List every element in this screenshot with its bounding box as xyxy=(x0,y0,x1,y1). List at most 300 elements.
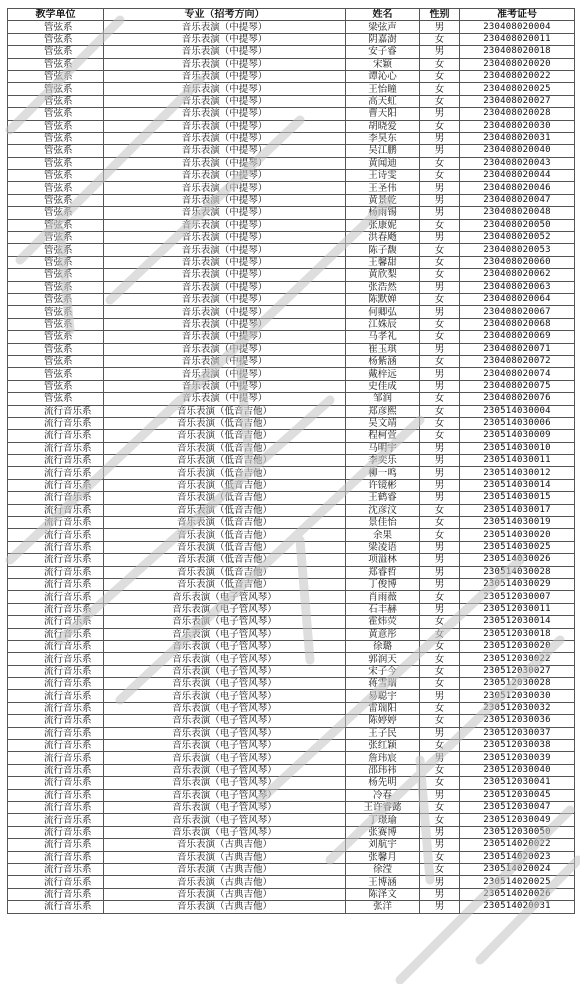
cell-exam-number: 230514030020 xyxy=(460,529,575,541)
cell-name: 黄闻迪 xyxy=(346,157,420,169)
cell-exam-number: 230512030045 xyxy=(460,789,575,801)
cell-major: 音乐表演（电子管风琴） xyxy=(104,591,346,603)
cell-name: 丁俊博 xyxy=(346,578,420,590)
cell-exam-number: 230512030022 xyxy=(460,653,575,665)
cell-gender: 女 xyxy=(420,517,460,529)
table-row xyxy=(8,108,575,120)
cell-gender: 女 xyxy=(420,702,460,714)
cell-major: 音乐表演（电子管风琴） xyxy=(104,740,346,752)
cell-gender: 女 xyxy=(420,95,460,107)
cell-department: 管弦系 xyxy=(8,33,104,45)
table-row xyxy=(8,826,575,838)
cell-gender: 女 xyxy=(420,70,460,82)
cell-name: 洪春飏 xyxy=(346,232,420,244)
cell-department: 流行音乐系 xyxy=(8,839,104,851)
cell-department: 流行音乐系 xyxy=(8,802,104,814)
cell-exam-number: 230514030015 xyxy=(460,492,575,504)
cell-department: 管弦系 xyxy=(8,21,104,33)
cell-name: 胡晓爱 xyxy=(346,120,420,132)
cell-department: 管弦系 xyxy=(8,207,104,219)
cell-gender: 男 xyxy=(420,132,460,144)
cell-gender: 男 xyxy=(420,876,460,888)
cell-name: 张浩然 xyxy=(346,281,420,293)
table-row xyxy=(8,554,575,566)
table-row xyxy=(8,368,575,380)
cell-major: 音乐表演（中提琴） xyxy=(104,170,346,182)
table-row xyxy=(8,380,575,392)
cell-gender: 男 xyxy=(420,46,460,58)
cell-gender: 女 xyxy=(420,591,460,603)
cell-exam-number: 230408020040 xyxy=(460,145,575,157)
cell-major: 音乐表演（低音吉他） xyxy=(104,529,346,541)
cell-exam-number: 230514030012 xyxy=(460,467,575,479)
cell-department: 流行音乐系 xyxy=(8,702,104,714)
cell-exam-number: 230512030020 xyxy=(460,640,575,652)
cell-major: 音乐表演（中提琴） xyxy=(104,219,346,231)
cell-department: 流行音乐系 xyxy=(8,777,104,789)
cell-department: 管弦系 xyxy=(8,95,104,107)
cell-gender: 男 xyxy=(420,21,460,33)
cell-name: 马明宇 xyxy=(346,442,420,454)
cell-major: 音乐表演（古典吉他） xyxy=(104,888,346,900)
table-row xyxy=(8,653,575,665)
cell-major: 音乐表演（电子管风琴） xyxy=(104,678,346,690)
cell-exam-number: 230512030027 xyxy=(460,665,575,677)
cell-name: 霍炜荧 xyxy=(346,616,420,628)
cell-gender: 男 xyxy=(420,306,460,318)
cell-name: 宋颖 xyxy=(346,58,420,70)
cell-exam-number: 230408020004 xyxy=(460,21,575,33)
cell-major: 音乐表演（中提琴） xyxy=(104,194,346,206)
cell-major: 音乐表演（古典吉他） xyxy=(104,839,346,851)
cell-major: 音乐表演（电子管风琴） xyxy=(104,814,346,826)
cell-department: 管弦系 xyxy=(8,281,104,293)
cell-gender: 女 xyxy=(420,256,460,268)
cell-name: 阴嘉澍 xyxy=(346,33,420,45)
table-row xyxy=(8,207,575,219)
cell-department: 流行音乐系 xyxy=(8,727,104,739)
cell-exam-number: 230514030011 xyxy=(460,455,575,467)
cell-name: 黄欣梨 xyxy=(346,269,420,281)
cell-name: 丁璟瑜 xyxy=(346,814,420,826)
table-row xyxy=(8,591,575,603)
cell-major: 音乐表演（电子管风琴） xyxy=(104,752,346,764)
cell-gender: 女 xyxy=(420,355,460,367)
cell-name: 徐滢 xyxy=(346,863,420,875)
table-row xyxy=(8,430,575,442)
cell-name: 王鹤睿 xyxy=(346,492,420,504)
cell-major: 音乐表演（中提琴） xyxy=(104,207,346,219)
table-row xyxy=(8,492,575,504)
cell-exam-number: 230408020067 xyxy=(460,306,575,318)
cell-department: 管弦系 xyxy=(8,182,104,194)
cell-exam-number: 230408020072 xyxy=(460,355,575,367)
cell-department: 流行音乐系 xyxy=(8,789,104,801)
cell-exam-number: 230512030036 xyxy=(460,715,575,727)
cell-exam-number: 230408020074 xyxy=(460,368,575,380)
cell-gender: 女 xyxy=(420,430,460,442)
cell-name: 陈婷婷 xyxy=(346,715,420,727)
cell-exam-number: 230514020024 xyxy=(460,863,575,875)
cell-exam-number: 230408020027 xyxy=(460,95,575,107)
cell-gender: 女 xyxy=(420,244,460,256)
cell-gender: 男 xyxy=(420,194,460,206)
cell-department: 流行音乐系 xyxy=(8,715,104,727)
cell-name: 黄意彤 xyxy=(346,628,420,640)
cell-name: 梁弦声 xyxy=(346,21,420,33)
table-row xyxy=(8,839,575,851)
cell-department: 流行音乐系 xyxy=(8,492,104,504)
cell-exam-number: 230512030032 xyxy=(460,702,575,714)
cell-department: 管弦系 xyxy=(8,232,104,244)
header-exam-number: 准考证号 xyxy=(460,9,575,21)
cell-exam-number: 230408020028 xyxy=(460,108,575,120)
cell-name: 杨雨锡 xyxy=(346,207,420,219)
cell-exam-number: 230514030029 xyxy=(460,578,575,590)
table-body xyxy=(8,21,575,913)
cell-exam-number: 230512030038 xyxy=(460,740,575,752)
cell-major: 音乐表演（中提琴） xyxy=(104,108,346,120)
cell-department: 管弦系 xyxy=(8,46,104,58)
table-row xyxy=(8,145,575,157)
cell-major: 音乐表演（低音吉他） xyxy=(104,517,346,529)
cell-name: 杨先明 xyxy=(346,777,420,789)
cell-gender: 女 xyxy=(420,851,460,863)
cell-gender: 女 xyxy=(420,269,460,281)
cell-major: 音乐表演（低音吉他） xyxy=(104,578,346,590)
cell-major: 音乐表演（中提琴） xyxy=(104,343,346,355)
cell-major: 音乐表演（低音吉他） xyxy=(104,405,346,417)
cell-department: 管弦系 xyxy=(8,170,104,182)
table-row xyxy=(8,455,575,467)
header-name: 姓名 xyxy=(346,9,420,21)
cell-department: 流行音乐系 xyxy=(8,529,104,541)
table-row xyxy=(8,529,575,541)
cell-gender: 男 xyxy=(420,727,460,739)
cell-name: 肖雨薇 xyxy=(346,591,420,603)
cell-exam-number: 230514030017 xyxy=(460,504,575,516)
table-row xyxy=(8,442,575,454)
cell-gender: 男 xyxy=(420,479,460,491)
cell-major: 音乐表演（中提琴） xyxy=(104,281,346,293)
cell-gender: 女 xyxy=(420,417,460,429)
cell-name: 江姝辰 xyxy=(346,318,420,330)
cell-major: 音乐表演（电子管风琴） xyxy=(104,690,346,702)
cell-major: 音乐表演（中提琴） xyxy=(104,95,346,107)
cell-gender: 男 xyxy=(420,578,460,590)
admission-list xyxy=(7,8,574,914)
cell-gender: 男 xyxy=(420,281,460,293)
cell-department: 管弦系 xyxy=(8,120,104,132)
cell-major: 音乐表演（低音吉他） xyxy=(104,430,346,442)
table-row xyxy=(8,95,575,107)
cell-exam-number: 230408020043 xyxy=(460,157,575,169)
cell-gender: 男 xyxy=(420,232,460,244)
table-row xyxy=(8,628,575,640)
cell-name: 王圣伟 xyxy=(346,182,420,194)
cell-major: 音乐表演（电子管风琴） xyxy=(104,826,346,838)
cell-gender: 女 xyxy=(420,740,460,752)
cell-gender: 男 xyxy=(420,541,460,553)
cell-major: 音乐表演（中提琴） xyxy=(104,244,346,256)
table-row xyxy=(8,132,575,144)
cell-major: 音乐表演（中提琴） xyxy=(104,269,346,281)
table-row xyxy=(8,232,575,244)
cell-major: 音乐表演（中提琴） xyxy=(104,256,346,268)
cell-name: 梁凌语 xyxy=(346,541,420,553)
cell-major: 音乐表演（古典吉他） xyxy=(104,863,346,875)
cell-major: 音乐表演（中提琴） xyxy=(104,120,346,132)
cell-major: 音乐表演（中提琴） xyxy=(104,33,346,45)
cell-major: 音乐表演（低音吉他） xyxy=(104,541,346,553)
cell-gender: 女 xyxy=(420,83,460,95)
cell-major: 音乐表演（中提琴） xyxy=(104,70,346,82)
cell-department: 管弦系 xyxy=(8,83,104,95)
cell-gender: 女 xyxy=(420,293,460,305)
table-row xyxy=(8,690,575,702)
cell-exam-number: 230514030010 xyxy=(460,442,575,454)
cell-gender: 男 xyxy=(420,839,460,851)
cell-major: 音乐表演（电子管风琴） xyxy=(104,777,346,789)
cell-name: 陈默婵 xyxy=(346,293,420,305)
cell-department: 管弦系 xyxy=(8,70,104,82)
cell-exam-number: 230512030018 xyxy=(460,628,575,640)
cell-exam-number: 230512030011 xyxy=(460,603,575,615)
cell-name: 柳一鸣 xyxy=(346,467,420,479)
cell-gender: 女 xyxy=(420,678,460,690)
cell-department: 流行音乐系 xyxy=(8,740,104,752)
cell-department: 管弦系 xyxy=(8,108,104,120)
table-row xyxy=(8,281,575,293)
cell-exam-number: 230512030037 xyxy=(460,727,575,739)
cell-major: 音乐表演（电子管风琴） xyxy=(104,789,346,801)
table-row xyxy=(8,789,575,801)
cell-major: 音乐表演（电子管风琴） xyxy=(104,802,346,814)
cell-gender: 男 xyxy=(420,826,460,838)
cell-major: 音乐表演（中提琴） xyxy=(104,355,346,367)
cell-exam-number: 230408020031 xyxy=(460,132,575,144)
cell-exam-number: 230514030004 xyxy=(460,405,575,417)
cell-name: 张洋 xyxy=(346,901,420,913)
cell-department: 流行音乐系 xyxy=(8,653,104,665)
table-row xyxy=(8,331,575,343)
cell-exam-number: 230514030026 xyxy=(460,554,575,566)
cell-name: 崔玉琪 xyxy=(346,343,420,355)
cell-department: 流行音乐系 xyxy=(8,876,104,888)
table-row xyxy=(8,120,575,132)
table-row xyxy=(8,740,575,752)
header-gender: 性别 xyxy=(420,9,460,21)
cell-exam-number: 230512030050 xyxy=(460,826,575,838)
cell-name: 曹天阳 xyxy=(346,108,420,120)
table-row xyxy=(8,58,575,70)
cell-exam-number: 230512030049 xyxy=(460,814,575,826)
cell-name: 李奕乐 xyxy=(346,455,420,467)
cell-major: 音乐表演（电子管风琴） xyxy=(104,628,346,640)
cell-gender: 男 xyxy=(420,207,460,219)
cell-department: 管弦系 xyxy=(8,269,104,281)
cell-department: 流行音乐系 xyxy=(8,517,104,529)
cell-gender: 男 xyxy=(420,901,460,913)
cell-name: 郑睿哲 xyxy=(346,566,420,578)
cell-exam-number: 230514030006 xyxy=(460,417,575,429)
cell-gender: 女 xyxy=(420,405,460,417)
cell-department: 管弦系 xyxy=(8,219,104,231)
cell-major: 音乐表演（古典吉他） xyxy=(104,851,346,863)
cell-name: 刘航宇 xyxy=(346,839,420,851)
cell-department: 流行音乐系 xyxy=(8,578,104,590)
table-row xyxy=(8,851,575,863)
cell-gender: 男 xyxy=(420,455,460,467)
cell-name: 邹润 xyxy=(346,393,420,405)
cell-name: 雷瑞阳 xyxy=(346,702,420,714)
cell-gender: 女 xyxy=(420,863,460,875)
cell-major: 音乐表演（中提琴） xyxy=(104,380,346,392)
cell-department: 管弦系 xyxy=(8,194,104,206)
cell-name: 张红颖 xyxy=(346,740,420,752)
cell-exam-number: 230408020068 xyxy=(460,318,575,330)
cell-name: 王子民 xyxy=(346,727,420,739)
cell-exam-number: 230408020069 xyxy=(460,331,575,343)
cell-name: 陈泽文 xyxy=(346,888,420,900)
table-row xyxy=(8,876,575,888)
table-row xyxy=(8,504,575,516)
cell-gender: 男 xyxy=(420,145,460,157)
cell-gender: 女 xyxy=(420,219,460,231)
cell-name: 张康妮 xyxy=(346,219,420,231)
cell-major: 音乐表演（古典吉他） xyxy=(104,901,346,913)
table-row xyxy=(8,640,575,652)
cell-name: 谭沁心 xyxy=(346,70,420,82)
cell-exam-number: 230408020046 xyxy=(460,182,575,194)
cell-department: 流行音乐系 xyxy=(8,541,104,553)
cell-department: 流行音乐系 xyxy=(8,554,104,566)
cell-major: 音乐表演（中提琴） xyxy=(104,182,346,194)
cell-department: 流行音乐系 xyxy=(8,752,104,764)
table-row xyxy=(8,393,575,405)
table-row xyxy=(8,417,575,429)
cell-name: 史佳成 xyxy=(346,380,420,392)
cell-exam-number: 230514020026 xyxy=(460,888,575,900)
cell-name: 王怡瞳 xyxy=(346,83,420,95)
cell-department: 流行音乐系 xyxy=(8,901,104,913)
cell-department: 流行音乐系 xyxy=(8,504,104,516)
cell-department: 管弦系 xyxy=(8,157,104,169)
table-row xyxy=(8,603,575,615)
cell-gender: 女 xyxy=(420,170,460,182)
cell-department: 流行音乐系 xyxy=(8,603,104,615)
cell-gender: 女 xyxy=(420,318,460,330)
cell-major: 音乐表演（中提琴） xyxy=(104,83,346,95)
cell-name: 王诗雯 xyxy=(346,170,420,182)
cell-exam-number: 230514020023 xyxy=(460,851,575,863)
cell-name: 张馨月 xyxy=(346,851,420,863)
cell-gender: 男 xyxy=(420,603,460,615)
table-row xyxy=(8,578,575,590)
cell-major: 音乐表演（低音吉他） xyxy=(104,479,346,491)
cell-major: 音乐表演（电子管风琴） xyxy=(104,603,346,615)
cell-name: 何卿弘 xyxy=(346,306,420,318)
cell-department: 管弦系 xyxy=(8,331,104,343)
table-row xyxy=(8,46,575,58)
cell-gender: 女 xyxy=(420,157,460,169)
cell-department: 管弦系 xyxy=(8,343,104,355)
cell-gender: 男 xyxy=(420,380,460,392)
cell-name: 程柯萱 xyxy=(346,430,420,442)
cell-name: 邵玮祎 xyxy=(346,764,420,776)
cell-name: 易聪宇 xyxy=(346,690,420,702)
cell-major: 音乐表演（电子管风琴） xyxy=(104,702,346,714)
cell-gender: 男 xyxy=(420,554,460,566)
cell-gender: 女 xyxy=(420,777,460,789)
table-row xyxy=(8,182,575,194)
table-row xyxy=(8,752,575,764)
cell-name: 宋子今 xyxy=(346,665,420,677)
cell-department: 管弦系 xyxy=(8,145,104,157)
table-row xyxy=(8,863,575,875)
cell-name: 冷春 xyxy=(346,789,420,801)
candidate-table xyxy=(7,8,575,914)
cell-department: 流行音乐系 xyxy=(8,479,104,491)
cell-name: 郑彦熙 xyxy=(346,405,420,417)
cell-major: 音乐表演（中提琴） xyxy=(104,293,346,305)
cell-major: 音乐表演（中提琴） xyxy=(104,58,346,70)
cell-exam-number: 230514020022 xyxy=(460,839,575,851)
cell-exam-number: 230514030028 xyxy=(460,566,575,578)
cell-department: 管弦系 xyxy=(8,256,104,268)
cell-gender: 男 xyxy=(420,789,460,801)
cell-gender: 女 xyxy=(420,715,460,727)
table-row xyxy=(8,901,575,913)
cell-gender: 女 xyxy=(420,802,460,814)
cell-exam-number: 230408020030 xyxy=(460,120,575,132)
cell-gender: 男 xyxy=(420,368,460,380)
header-major: 专业（招考方向） xyxy=(104,9,346,21)
cell-gender: 男 xyxy=(420,888,460,900)
cell-major: 音乐表演（中提琴） xyxy=(104,46,346,58)
cell-exam-number: 230408020050 xyxy=(460,219,575,231)
cell-gender: 男 xyxy=(420,108,460,120)
cell-gender: 女 xyxy=(420,393,460,405)
table-row xyxy=(8,269,575,281)
cell-exam-number: 230408020052 xyxy=(460,232,575,244)
cell-gender: 女 xyxy=(420,628,460,640)
cell-major: 音乐表演（电子管风琴） xyxy=(104,715,346,727)
cell-name: 王许睿懿 xyxy=(346,802,420,814)
cell-gender: 男 xyxy=(420,690,460,702)
cell-department: 管弦系 xyxy=(8,318,104,330)
table-row xyxy=(8,541,575,553)
cell-name: 黄景乾 xyxy=(346,194,420,206)
cell-major: 音乐表演（低音吉他） xyxy=(104,442,346,454)
table-row xyxy=(8,814,575,826)
cell-name: 石丰赫 xyxy=(346,603,420,615)
cell-department: 流行音乐系 xyxy=(8,851,104,863)
cell-gender: 男 xyxy=(420,442,460,454)
table-row xyxy=(8,479,575,491)
table-row xyxy=(8,715,575,727)
cell-exam-number: 230514020025 xyxy=(460,876,575,888)
cell-department: 管弦系 xyxy=(8,244,104,256)
cell-exam-number: 230408020053 xyxy=(460,244,575,256)
cell-name: 张赛博 xyxy=(346,826,420,838)
cell-exam-number: 230512030014 xyxy=(460,616,575,628)
cell-name: 余果 xyxy=(346,529,420,541)
table-row xyxy=(8,517,575,529)
cell-gender: 男 xyxy=(420,467,460,479)
cell-major: 音乐表演（中提琴） xyxy=(104,232,346,244)
cell-department: 流行音乐系 xyxy=(8,888,104,900)
